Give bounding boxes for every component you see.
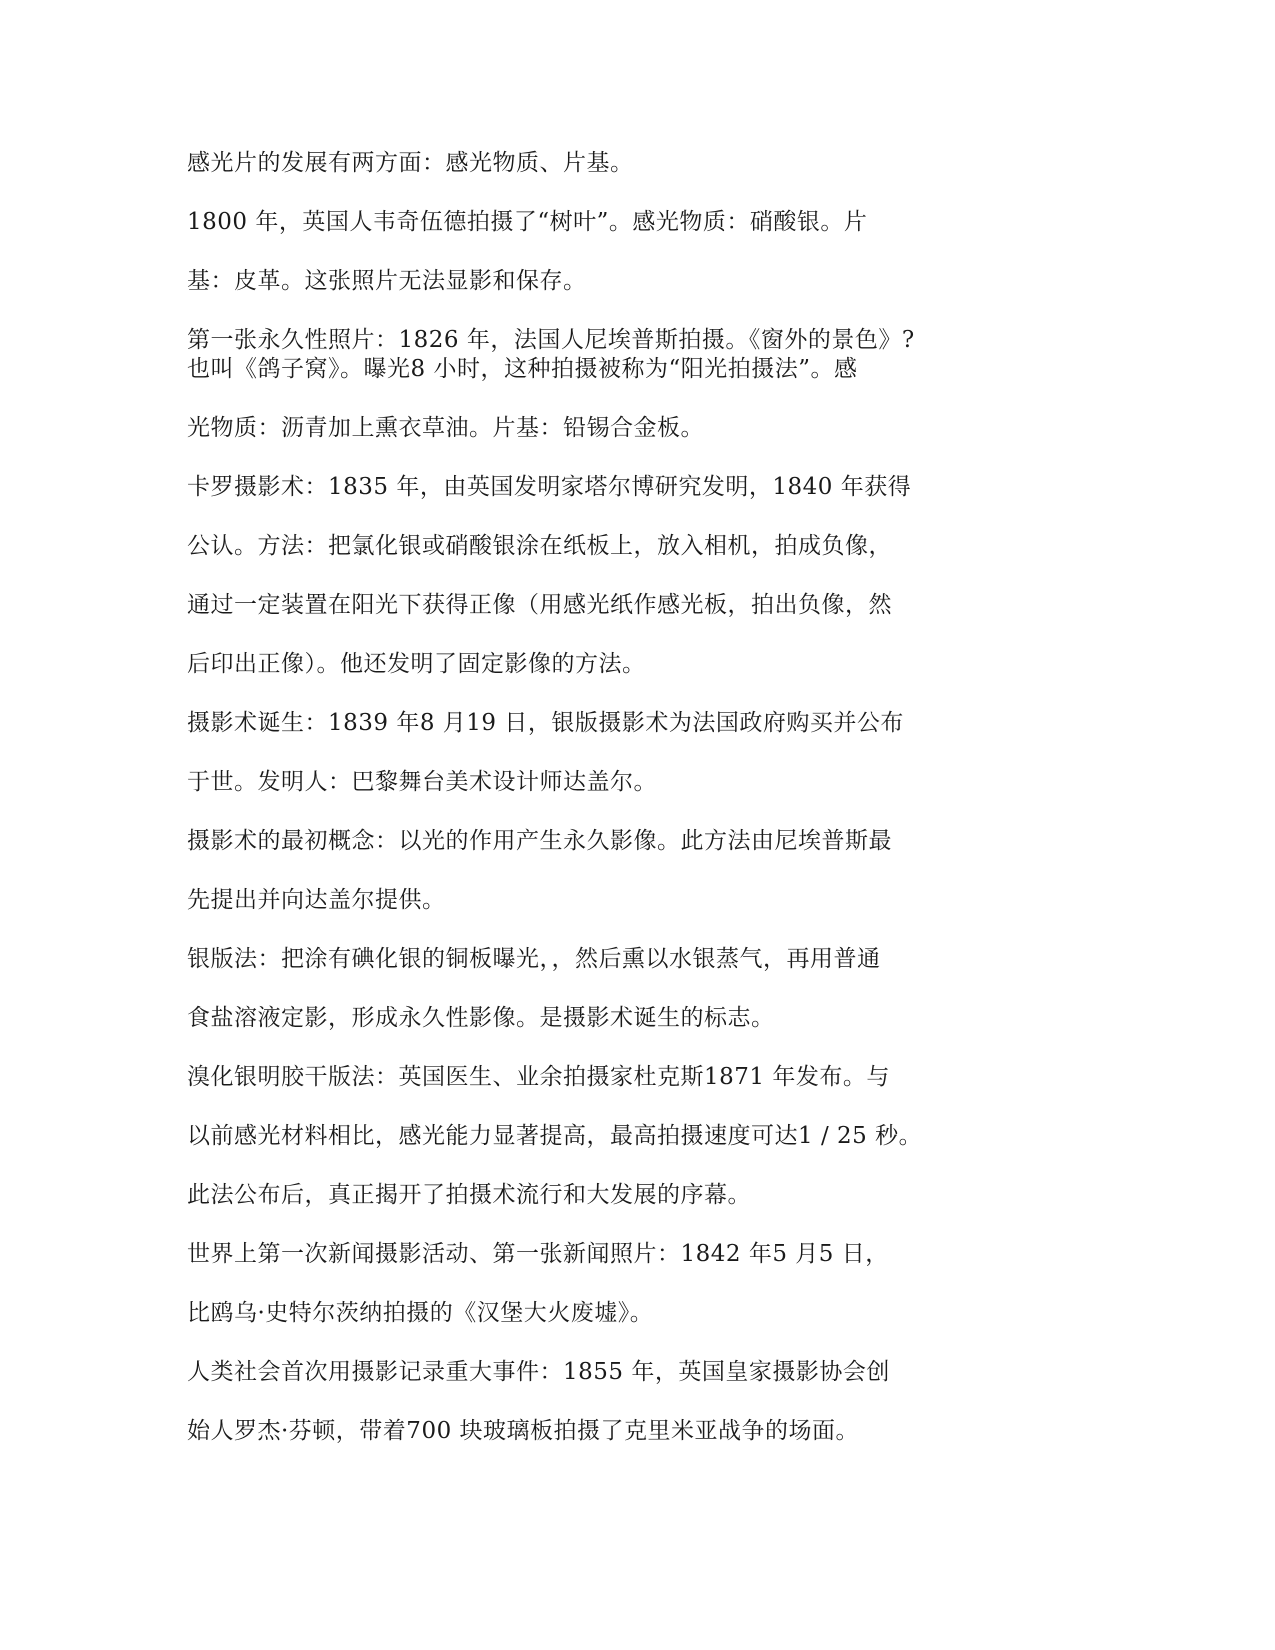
text-line: 银版法：把涂有碘化银的铜板曝光，，然后熏以水银蒸气，再用普通 <box>187 946 881 972</box>
text-line: 此法公布后，真正揭开了拍摄术流行和大发展的序幕。 <box>187 1182 751 1208</box>
text-line: 先提出并向达盖尔提供。 <box>187 887 446 913</box>
text-line: 比鸥乌·史特尔茨纳拍摄的《汉堡大火废墟》。 <box>187 1300 654 1326</box>
text-line: 1800 年，英国人韦奇伍德拍摄了“树叶”。感光物质：硝酸银。片 <box>187 209 868 235</box>
text-line: 世界上第一次新闻摄影活动、第一张新闻照片：1842 年5 月5 日， <box>187 1241 889 1267</box>
text-line: 也叫《鸽子窝》。曝光8 小时，这种拍摄被称为“阳光拍摄法”。感 <box>187 356 858 382</box>
text-line: 通过一定装置在阳光下获得正像（用感光纸作感光板，拍出负像，然 <box>187 592 892 618</box>
text-line: 基：皮革。这张照片无法显影和保存。 <box>187 268 587 294</box>
text-line: 光物质：沥青加上熏衣草油。片基：铅锡合金板。 <box>187 415 704 441</box>
text-line: 公认。方法：把氯化银或硝酸银涂在纸板上，放入相机，拍成负像， <box>187 533 892 559</box>
text-line: 后印出正像）。他还发明了固定影像的方法。 <box>187 651 646 677</box>
text-line: 卡罗摄影术：1835 年，由英国发明家塔尔博研究发明，1840 年获得 <box>187 474 912 500</box>
text-line: 以前感光材料相比，感光能力显著提高，最高拍摄速度可达1 / 25 秒。 <box>187 1123 923 1149</box>
text-line: 摄影术的最初概念：以光的作用产生永久影像。此方法由尼埃普斯最 <box>187 828 892 854</box>
text-line: 溴化银明胶干版法：英国医生、业余拍摄家杜克斯1871 年发布。与 <box>187 1064 890 1090</box>
text-line: 人类社会首次用摄影记录重大事件：1855 年，英国皇家摄影协会创 <box>187 1359 890 1385</box>
text-line: 摄影术诞生：1839 年8 月19 日，银版摄影术为法国政府购买并公布 <box>187 710 904 736</box>
text-line: 第一张永久性照片：1826 年，法国人尼埃普斯拍摄。《窗外的景色》? <box>187 327 915 353</box>
text-line: 始人罗杰·芬顿，带着700 块玻璃板拍摄了克里米亚战争的场面。 <box>187 1418 860 1444</box>
text-line: 感光片的发展有两方面：感光物质、片基。 <box>187 150 634 176</box>
text-line: 食盐溶液定影，形成永久性影像。是摄影术诞生的标志。 <box>187 1005 775 1031</box>
text-line: 于世。发明人：巴黎舞台美术设计师达盖尔。 <box>187 769 657 795</box>
